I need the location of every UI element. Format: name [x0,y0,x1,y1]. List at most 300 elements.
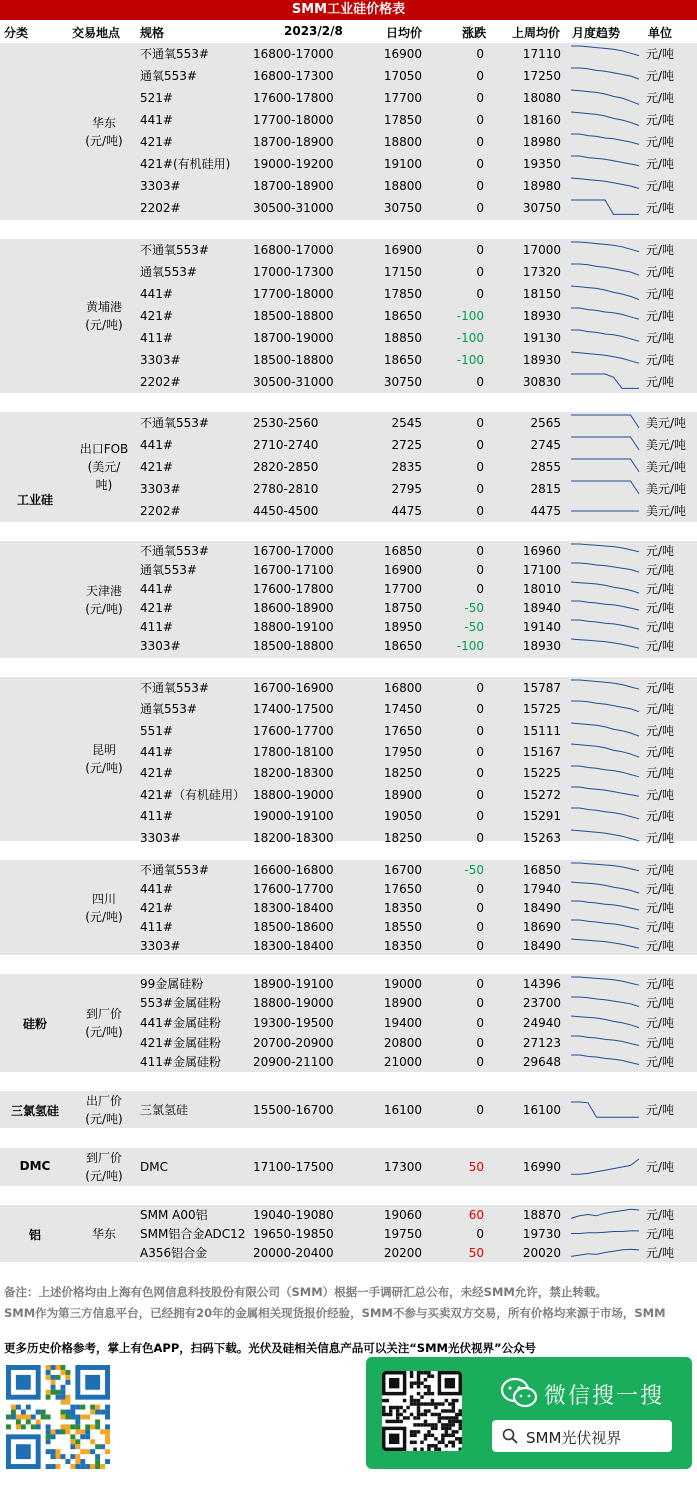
spec-cell: SMM A00铝 [140,1207,208,1222]
trend-sparkline [569,413,641,433]
avg-price-cell: 18250 [383,830,422,845]
last-week-cell: 18010 [522,581,561,596]
trend-line [571,787,639,796]
spec-cell: 通氧553# [140,702,197,717]
category-label: 工业硅 [16,493,53,507]
trend-sparkline [569,561,641,578]
location-label: 到厂价 (元/吨) [85,1007,123,1039]
spec-cell: 411# [140,331,173,345]
last-week-cell: 15167 [522,744,561,759]
trend-sparkline [569,764,641,783]
trend-sparkline [569,880,641,897]
spec-cell: 411# [140,809,173,824]
change-cell: 0 [476,680,484,695]
range-cell: 18300-18400 [253,938,334,953]
trend-sparkline [569,861,641,878]
change-cell: 0 [476,375,484,389]
last-week-cell: 15225 [522,766,561,781]
spec-cell: 551# [140,723,173,738]
header-date: 2023/2/8 [284,24,343,38]
range-cell: 30500-31000 [253,201,334,215]
unit-cell: 元/吨 [646,69,675,83]
range-cell: 17600-17800 [253,581,334,596]
last-week-cell: 18490 [522,900,561,915]
unit-cell: 元/吨 [646,680,675,695]
last-week-cell: 2565 [530,416,561,430]
change-cell: 0 [476,1035,484,1050]
trend-line [571,701,639,712]
change-cell: 0 [476,1016,484,1030]
header-category: 分类 [4,26,29,40]
avg-price-cell: 16900 [383,47,422,61]
change-cell: 0 [476,938,484,953]
trend-line [571,178,639,188]
avg-price-cell: 4475 [391,504,422,518]
trend-sparkline [569,328,641,348]
table-header [0,20,697,43]
avg-price-cell: 16100 [383,1102,422,1117]
change-cell: -100 [456,353,484,367]
change-cell: 50 [468,1245,484,1260]
range-cell: 17000-17300 [253,265,334,279]
change-cell: 0 [476,543,484,558]
last-week-cell: 17100 [522,562,561,577]
last-week-cell: 29648 [522,1055,561,1070]
avg-price-cell: 17700 [383,581,422,596]
category-label: DMC [19,1159,51,1173]
location-label: 华东 [91,1226,116,1241]
location-label: 华东 (元/吨) [85,115,123,148]
change-cell: 0 [476,113,484,127]
change-cell: 0 [476,91,484,105]
avg-price-cell: 16700 [383,862,422,877]
unit-cell: 元/吨 [646,331,675,345]
last-week-cell: 19350 [522,157,561,171]
avg-price-cell: 18750 [383,600,422,615]
range-cell: 2710-2740 [253,438,319,452]
change-cell: 0 [476,996,484,1011]
spec-cell: 421# [140,900,173,915]
trend-line [571,901,639,910]
unit-cell: 元/吨 [646,113,675,127]
last-week-cell: 15291 [522,809,561,824]
trend-sparkline [569,1206,641,1223]
last-week-cell: 19730 [522,1226,561,1241]
change-cell: -100 [456,309,484,323]
avg-price-cell: 17650 [383,723,422,738]
spec-cell: 不通氧553# [140,47,209,61]
avg-price-cell: 18350 [383,938,422,953]
category-label: 硅粉 [22,1017,47,1031]
header-spec: 规格 [140,26,165,40]
change-cell: 0 [476,1055,484,1070]
wechat-search-text: SMM光伏视界 [526,1429,622,1447]
avg-price-cell: 17450 [383,702,422,717]
last-week-cell: 16850 [522,862,561,877]
spec-cell: 不通氧553# [140,243,209,257]
change-cell: 0 [476,744,484,759]
trend-line [571,680,639,689]
unit-cell: 元/吨 [646,1055,675,1070]
trend-line [571,242,639,252]
range-cell: 17600-17700 [253,723,334,738]
change-cell: 0 [476,787,484,802]
range-cell: 16700-17000 [253,543,334,558]
change-cell: 0 [476,900,484,915]
trend-sparkline [569,918,641,935]
trend-sparkline [569,350,641,370]
trend-sparkline [569,1100,641,1120]
wechat-search-box[interactable] [492,1420,672,1452]
last-week-cell: 15111 [522,723,561,738]
range-cell: 18700-18900 [253,135,334,149]
change-cell: 0 [476,702,484,717]
trend-sparkline [569,806,641,825]
header-trend: 月度趋势 [572,26,621,40]
trend-sparkline [569,176,641,196]
unit-cell: 元/吨 [646,1226,675,1241]
last-week-cell: 15725 [522,702,561,717]
range-cell: 16600-16800 [253,862,334,877]
last-week-cell: 16960 [522,543,561,558]
spec-cell: 通氧553# [140,562,197,577]
trend-line [571,620,639,629]
spec-cell: 421# [140,135,173,149]
avg-price-cell: 2725 [391,438,422,452]
last-week-cell: 2815 [530,482,561,496]
last-week-cell: 24940 [522,1016,561,1030]
last-week-cell: 19140 [522,619,561,634]
range-cell: 18600-18900 [253,600,334,615]
avg-price-cell: 16850 [383,543,422,558]
avg-price-cell: 2835 [391,460,422,474]
change-cell: 60 [468,1207,484,1222]
trend-line [571,46,639,56]
avg-price-cell: 16900 [383,243,422,257]
unit-cell: 元/吨 [646,638,675,653]
avg-price-cell: 21000 [383,1055,422,1070]
spec-cell: 441# [140,881,173,896]
last-week-cell: 2745 [530,438,561,452]
wechat-title: 微信搜一搜 [544,1384,665,1409]
unit-cell: 美元/吨 [646,460,687,474]
trend-line [571,286,639,300]
unit-cell: 元/吨 [646,619,675,634]
range-cell: 4450-4500 [253,504,319,518]
trend-sparkline [569,785,641,804]
unit-cell: 元/吨 [646,723,675,738]
change-cell: 50 [468,1160,484,1174]
spec-cell: 三氯氢硅 [140,1102,189,1117]
more-info: 更多历史价格参考，掌上有色APP，扫码下载。光伏及硅相关信息产品可以关注“SMM光伏视界”公众号 [4,1341,537,1355]
spec-cell: 不通氧553# [140,543,209,558]
range-cell: 18500-18800 [253,638,334,653]
range-cell: 19000-19100 [253,809,334,824]
last-week-cell: 2855 [530,460,561,474]
unit-cell: 元/吨 [646,201,675,215]
avg-price-cell: 17650 [383,881,422,896]
trend-sparkline [569,975,641,993]
trend-line [571,563,639,572]
trend-line [571,415,639,428]
spec-cell: 521# [140,91,173,105]
unit-cell: 元/吨 [646,766,675,781]
range-cell: 30500-31000 [253,375,334,389]
spec-cell: 441# [140,744,173,759]
table-title: SMM工业硅价格表 [0,0,697,20]
last-week-cell: 23700 [522,996,561,1011]
trend-sparkline [569,699,641,718]
unit-cell: 元/吨 [646,91,675,105]
spec-cell: 通氧553# [140,69,197,83]
trend-sparkline [569,828,641,847]
last-week-cell: 19130 [522,331,561,345]
trend-line [571,1055,639,1065]
range-cell: 17400-17500 [253,702,334,717]
avg-price-cell: 20200 [383,1245,422,1260]
trend-sparkline [569,637,641,654]
range-cell: 18900-19100 [253,976,334,991]
range-cell: 20900-21100 [253,1055,334,1070]
avg-price-cell: 30750 [383,375,422,389]
avg-price-cell: 19050 [383,809,422,824]
unit-cell: 元/吨 [646,287,675,301]
spec-cell: 411# [140,919,173,934]
avg-price-cell: 16900 [383,562,422,577]
change-cell: 0 [476,460,484,474]
spec-cell: 421# [140,460,173,474]
change-cell: 0 [476,416,484,430]
spec-cell: 441# [140,287,173,301]
change-cell: -100 [456,638,484,653]
spec-cell: A356铝合金 [140,1245,208,1260]
trend-line [571,1016,639,1028]
last-week-cell: 18690 [522,919,561,934]
change-cell: -50 [464,600,484,615]
note-line: 备注：上述价格均由上海有色网信息科技股份有限公司（SMM）根据一手调研汇总公布，未经SMM允许，禁止转载。 [4,1285,607,1299]
location-label: 昆明 (元/吨) [85,743,123,775]
avg-price-cell: 19060 [383,1207,422,1222]
spec-cell: 99金属硅粉 [140,976,204,991]
unit-cell: 元/吨 [646,1245,675,1260]
spec-cell: 441# [140,438,173,452]
trend-sparkline [569,1053,641,1071]
unit-cell: 美元/吨 [646,438,687,452]
spec-cell: 通氧553# [140,265,197,279]
trend-line [571,808,639,819]
trend-sparkline [569,1014,641,1032]
trend-line [571,1231,639,1234]
unit-cell: 元/吨 [646,353,675,367]
avg-price-cell: 2545 [391,416,422,430]
unit-cell: 元/吨 [646,135,675,149]
change-cell: 0 [476,438,484,452]
avg-price-cell: 17050 [383,69,422,83]
last-week-cell: 18490 [522,938,561,953]
spec-cell: 441#金属硅粉 [140,1016,221,1030]
trend-sparkline [569,1244,641,1261]
avg-price-cell: 17950 [383,744,422,759]
avg-price-cell: 17150 [383,265,422,279]
avg-price-cell: 18800 [383,179,422,193]
unit-cell: 元/吨 [646,809,675,824]
trend-sparkline [569,899,641,916]
last-week-cell: 27123 [522,1035,561,1050]
change-cell: 0 [476,766,484,781]
avg-price-cell: 18900 [383,787,422,802]
range-cell: 17100-17500 [253,1160,334,1174]
trend-sparkline [569,618,641,635]
unit-cell: 元/吨 [646,375,675,389]
avg-price-cell: 18950 [383,619,422,634]
trend-line [571,437,639,450]
trend-sparkline [569,66,641,86]
spec-cell: DMC [140,1160,168,1174]
spec-cell: 441# [140,113,173,127]
trend-sparkline [569,44,641,64]
unit-cell: 元/吨 [646,179,675,193]
range-cell: 2780-2810 [253,482,319,496]
avg-price-cell: 17700 [383,91,422,105]
header-last-week: 上周均价 [512,26,561,40]
change-cell: 0 [476,562,484,577]
avg-price-cell: 19400 [383,1016,422,1030]
range-cell: 18300-18400 [253,900,334,915]
last-week-cell: 30750 [522,201,561,215]
trend-line [571,977,639,985]
avg-price-cell: 17850 [383,113,422,127]
range-cell: 17800-18100 [253,744,334,759]
header-unit: 单位 [648,26,673,40]
spec-cell: 3303# [140,938,181,953]
last-week-cell: 17110 [522,47,561,61]
trend-line [571,68,639,79]
last-week-cell: 18980 [522,179,561,193]
change-cell: -50 [464,619,484,634]
wechat-card [366,1357,692,1469]
spec-cell: 441# [140,581,173,596]
change-cell: 0 [476,830,484,845]
trend-sparkline [569,1225,641,1242]
trend-line [571,882,639,893]
avg-price-cell: 18900 [383,996,422,1011]
range-cell: 19040-19080 [253,1207,334,1222]
avg-price-cell: 20800 [383,1035,422,1050]
last-week-cell: 17320 [522,265,561,279]
last-week-cell: 18930 [522,353,561,367]
trend-line [571,374,639,388]
spec-cell: 411# [140,619,173,634]
range-cell: 18700-19000 [253,331,334,345]
last-week-cell: 4475 [530,504,561,518]
trend-sparkline [569,372,641,392]
unit-cell: 元/吨 [646,900,675,915]
trend-sparkline [569,995,641,1013]
trend-line [571,830,639,841]
trend-line [571,939,639,948]
change-cell: 0 [476,265,484,279]
spec-cell: 不通氧553# [140,680,209,695]
avg-price-cell: 18800 [383,135,422,149]
change-cell: 0 [476,69,484,83]
range-cell: 18500-18800 [253,309,334,323]
change-cell: 0 [476,976,484,991]
spec-cell: 3303# [140,179,181,193]
last-week-cell: 18980 [522,135,561,149]
unit-cell: 元/吨 [646,938,675,953]
avg-price-cell: 19100 [383,157,422,171]
avg-price-cell: 18850 [383,331,422,345]
trend-line [571,1209,639,1218]
change-cell: 0 [476,201,484,215]
spec-cell: 2202# [140,504,181,518]
last-week-cell: 18940 [522,600,561,615]
range-cell: 17700-18000 [253,113,334,127]
spec-cell: 553#金属硅粉 [140,996,221,1011]
avg-price-cell: 19000 [383,976,422,991]
location-label: 到厂价 (元/吨) [85,1151,123,1183]
unit-cell: 元/吨 [646,562,675,577]
header-avg: 日均价 [386,26,423,40]
change-cell: 0 [476,287,484,301]
trend-sparkline [569,435,641,455]
last-week-cell: 18930 [522,309,561,323]
range-cell: 18200-18300 [253,766,334,781]
trend-sparkline [569,721,641,740]
range-cell: 18800-19000 [253,787,334,802]
change-cell: 0 [476,723,484,738]
avg-price-cell: 18650 [383,309,422,323]
range-cell: 20000-20400 [253,1245,334,1260]
range-cell: 19650-19850 [253,1226,334,1241]
search-icon [502,1428,518,1444]
range-cell: 20700-20900 [253,1035,334,1050]
trend-sparkline [569,479,641,499]
last-week-cell: 14396 [522,976,561,991]
change-cell: 0 [476,504,484,518]
avg-price-cell: 18650 [383,353,422,367]
header-location: 交易地点 [72,26,121,40]
unit-cell: 元/吨 [646,543,675,558]
trend-sparkline [569,542,641,559]
trend-line [571,1159,639,1174]
trend-sparkline [569,198,641,218]
spec-cell: 421#(有机硅用) [140,157,231,171]
trend-line [571,459,639,472]
range-cell: 19300-19500 [253,1016,334,1030]
spec-cell: 421# [140,600,173,615]
last-week-cell: 17250 [522,69,561,83]
trend-line [571,601,639,610]
last-week-cell: 18080 [522,91,561,105]
last-week-cell: 16100 [522,1102,561,1117]
unit-cell: 元/吨 [646,157,675,171]
category-label: 铝 [28,1227,41,1242]
trend-line [571,134,639,144]
unit-cell: 元/吨 [646,919,675,934]
last-week-cell: 15787 [522,680,561,695]
trend-line [571,90,639,104]
unit-cell: 元/吨 [646,581,675,596]
trend-line [571,1102,639,1117]
wechat-qr-code [382,1371,462,1451]
unit-cell: 元/吨 [646,243,675,257]
unit-cell: 元/吨 [646,47,675,61]
change-cell: 0 [476,47,484,61]
range-cell: 18500-18800 [253,353,334,367]
last-week-cell: 18870 [522,1207,561,1222]
trend-line [571,723,639,736]
